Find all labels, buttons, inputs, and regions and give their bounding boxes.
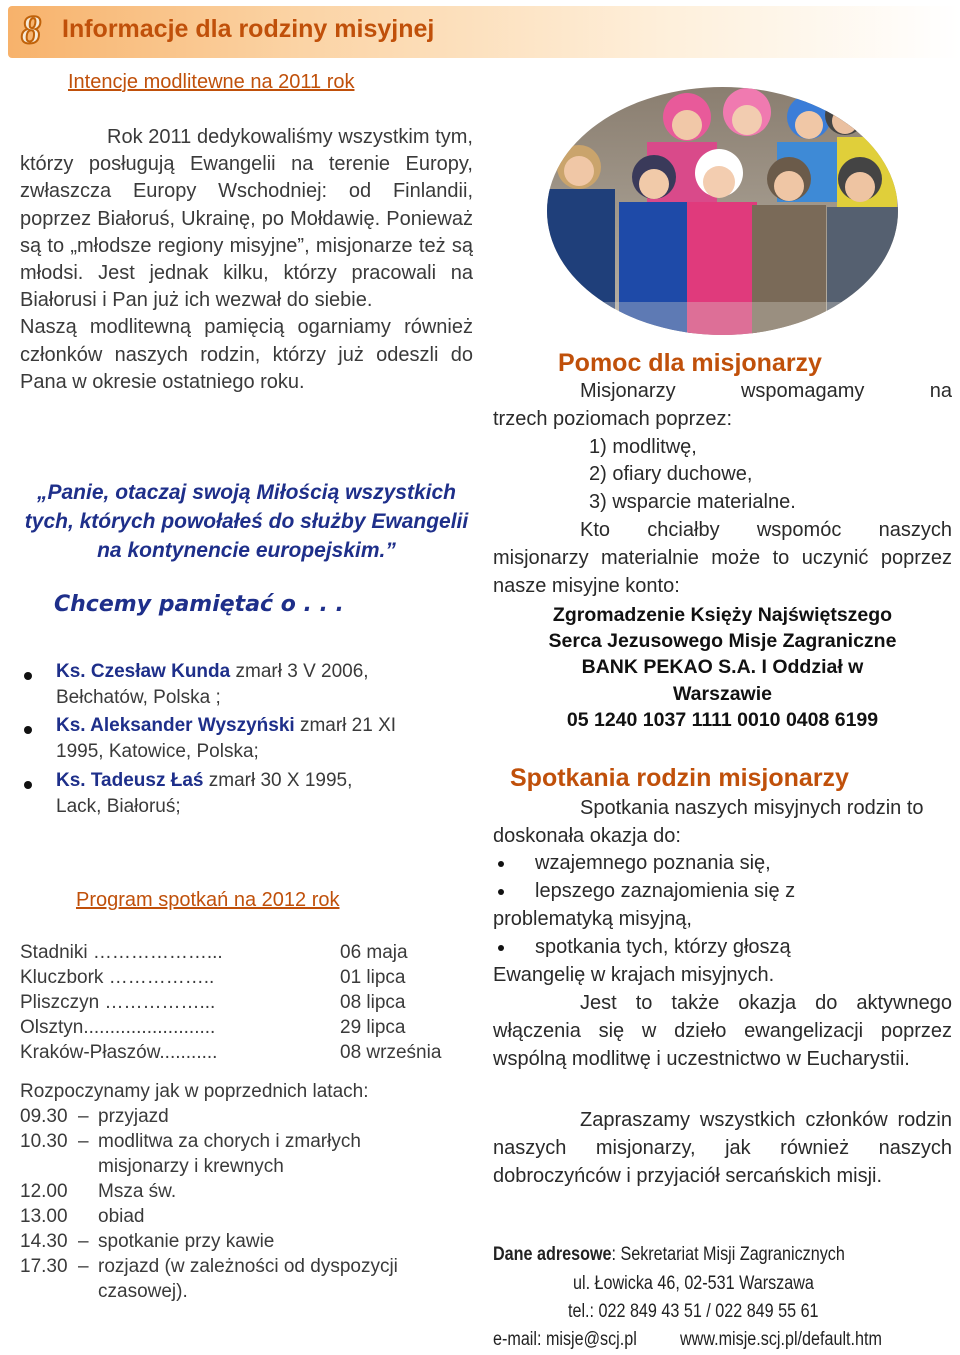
plan-dash: – [78,1231,89,1252]
memorial-line [56,768,352,794]
meetings-bullet-cont: Ewangelię w krajach misyjnych. [493,964,775,986]
bullet [24,672,32,680]
bank-account-number: 05 1240 1037 1111 0010 0408 6199 [566,708,879,731]
bank-line: BANK PEKAO S.A. I Oddział w [581,656,864,679]
plan-dash: – [78,1131,89,1152]
meetings-bullet: lepszego zaznajomienia się z [535,880,796,902]
meetings-paragraph [493,1107,952,1190]
schedule-place: Kraków-Płaszów........... [20,1042,218,1063]
memorial-name: Ks. Aleksander Wyszyński [56,715,295,736]
intentions-paragraph: Rok 2011 dedykowaliśmy wszystkim tym, którzy posługują Ewangelii na terenie Europy, zwłaszcza Europy Wschodniej: od Finlandii, poprzez Białoruś, Ukrainę, po Mołdawię. Ponieważ są to „młodsze regiony misyjne”, misjonarze też są młodsi. Jest jednak kilku, którzy pracowali na Białorusi i Pan już ich wezwał do siebie. [20,126,473,312]
help-line: Misjonarzy wspomagamy na [580,380,952,402]
program-heading: Program spotkań na 2012 rok [76,889,340,911]
meetings-heading: Spotkania rodzin misjonarzy [510,764,849,792]
schedule-place: Pliszczyn ……………... [20,992,216,1013]
meetings-intro-text: Spotkania naszych misyjnych rodzin to doskonała okazja do: [493,797,924,847]
intentions-heading: Intencje modlitewne na 2011 rok [68,71,355,93]
meetings-bullet: spotkania tych, którzy głoszą [535,936,791,958]
memorial-date: zmarł 30 X 1995, [203,770,353,791]
plan-time: 12.00 [20,1181,68,1202]
schedule-date: 29 lipca [340,1017,406,1038]
page-number: 8 [21,7,41,52]
help-item: 1) modlitwę, [589,435,697,458]
schedule-date: 08 lipca [340,992,406,1013]
intentions-paragraph: Naszą modlitewną pamięcią ogarniamy również członków naszych rodzin, którzy już odeszli do Pana w okresie ostatniego roku. [20,316,473,393]
meetings-paragraph-text: Zapraszamy wszystkich członków rodzin naszych misjonarzy, jak również naszych dobroczyńców i przyjaciół sercańskich misji. [493,1109,952,1187]
memorial-place: Bełchatów, Polska ; [56,687,221,708]
plan-dash: – [78,1106,89,1127]
children-photo [547,87,898,335]
bullet [24,781,32,789]
plan-activity: rozjazd (w zależności od dyspozycji [98,1256,398,1277]
page-title: Informacje dla rodziny misyjnej [62,15,435,43]
memorial-line [56,659,369,685]
schedule-place: Kluczbork …………….. [20,967,215,988]
intentions-body [20,124,473,396]
address-label: Dane adresowe [493,1244,612,1265]
schedule-place: Olsztyn......................... [20,1017,216,1038]
plan-time: 10.30 [20,1131,68,1152]
bank-line: Zgromadzenie Księży Najświętszego [552,604,893,626]
help-line: trzech poziomach poprzez: [493,407,733,430]
bank-details [493,602,952,733]
address-line [493,1244,845,1266]
bullet [498,945,504,951]
plan-intro: Rozpoczynamy jak w poprzednich latach: [20,1081,369,1102]
page-header [0,0,960,64]
plan-activity-cont: misjonarzy i krewnych [98,1156,284,1177]
memorial-name: Ks. Tadeusz Łaś [56,770,204,791]
children-photo-image [547,87,898,335]
meetings-paragraph [493,990,952,1073]
plan-time: 09.30 [20,1106,68,1127]
memorial-place: 1995, Katowice, Polska; [56,741,259,762]
bullet [498,861,504,867]
plan-activity: spotkanie przy kawie [98,1231,275,1252]
memorial-place: Lack, Białoruś; [56,796,181,817]
plan-activity: Msza św. [98,1181,177,1202]
plan-time: 13.00 [20,1206,68,1227]
help-paragraph: Kto chciałby wspomóc naszych misjonarzy materialnie może to uczynić poprzez nasze misyjne konto: [493,518,952,597]
bank-line: Serca Jezusowego Misje Zagraniczne [548,630,897,653]
address-email[interactable]: e-mail: misje@scj.pl [493,1329,637,1350]
schedule-date: 08 września [340,1042,442,1063]
memorial-date: zmarł 3 V 2006, [230,661,369,682]
plan-activity-cont: czasowej). [98,1281,188,1302]
plan-activity: modlitwa za chorych i zmarłych [98,1131,361,1152]
bullet [24,726,32,734]
schedule-place: Stadniki ………………... [20,942,223,963]
plan-time: 14.30 [20,1231,68,1252]
address-street: ul. Łowicka 46, 02-531 Warszawa [573,1273,814,1294]
address-website[interactable]: www.misje.scj.pl/default.htm [680,1329,882,1350]
schedule-date: 06 maja [340,942,408,963]
help-item: 3) wsparcie materialne. [589,491,796,514]
meetings-paragraph-text: Jest to także okazja do aktywnego włączenia się w dzieło ewangelizacji poprzez wspólną modlitwę i uczestnictwo w Eucharystii. [493,992,952,1070]
plan-time: 17.30 [20,1256,68,1277]
meetings-intro [493,795,952,851]
plan-dash: – [78,1256,89,1277]
memorial-line [56,713,396,739]
prayer-quote: „Panie, otaczaj swoją Miłością wszystkich tych, których powołałeś do służby Ewangelii na kontynencie europejskim.” [24,481,469,562]
memorial-date: zmarł 21 XI [294,715,397,736]
remember-heading: Chcemy pamiętać o . . . [54,592,344,617]
bank-line: Warszawie [673,682,772,705]
meetings-bullet-cont: problematyką misyjną, [493,908,692,930]
bullet [498,889,504,895]
address-phone: tel.: 022 849 43 51 / 022 849 55 61 [568,1301,819,1322]
plan-activity: obiad [98,1206,145,1227]
memorial-name: Ks. Czesław Kunda [56,661,231,682]
meetings-bullet: wzajemnego poznania się, [535,852,771,874]
help-item: 2) ofiary duchowe, [589,463,753,486]
address-org: : Sekretariat Misji Zagranicznych [611,1244,845,1265]
plan-activity: przyjazd [98,1106,169,1127]
help-intro [493,378,952,600]
schedule-date: 01 lipca [340,967,406,988]
help-heading: Pomoc dla misjonarzy [558,349,822,377]
